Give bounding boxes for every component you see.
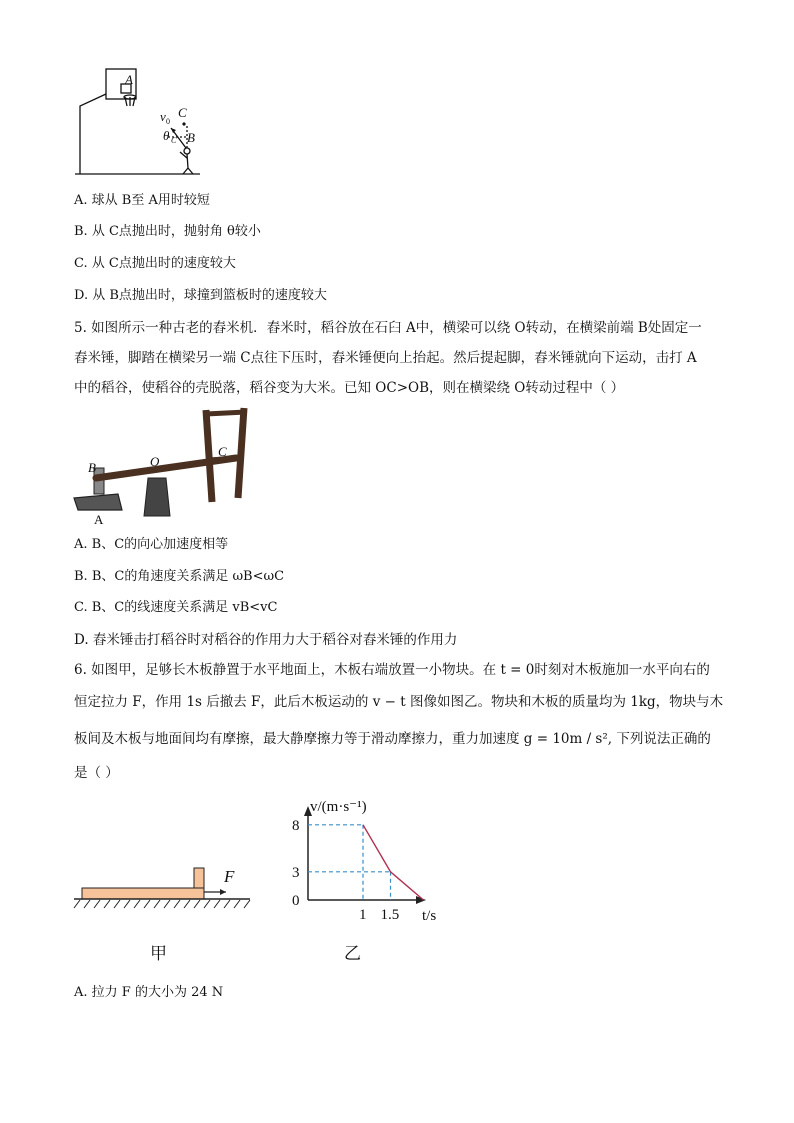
label-o: O	[150, 454, 160, 469]
frame-left-post	[206, 410, 212, 502]
label-theta-sub: C	[171, 136, 177, 145]
y-axis-label: v/(m·s⁻¹)	[310, 799, 367, 815]
series-line	[363, 825, 424, 900]
q5-option-c: C. B、C的线速度关系满足 vB<vC	[74, 600, 278, 615]
q5-option-a: A. B、C的向心加速度相等	[74, 537, 229, 552]
x-axis-label: t/s	[422, 908, 437, 924]
label-v0-sub: 0	[166, 117, 170, 126]
label-v0: v	[160, 109, 166, 124]
y-tick-label: 0	[292, 893, 300, 909]
basketball-figure	[70, 64, 220, 182]
caption-yi: 乙	[344, 944, 361, 964]
q4-option-c: C. 从 C点抛出时的速度较大	[74, 256, 236, 271]
rice-pounder-figure	[66, 406, 266, 528]
ball-b	[184, 148, 190, 154]
person	[180, 152, 193, 174]
pivot-o	[144, 478, 170, 516]
vt-chart	[278, 792, 450, 927]
q6-stem-line-3: 板间及木板与地面间均有摩擦，最大静摩擦力等于滑动摩擦力，重力加速度 g = 10m / s², 下列说法正确的	[74, 731, 711, 747]
label-theta: θ	[163, 128, 170, 143]
y-tick-label: 8	[292, 817, 300, 834]
frame-top-bar	[206, 412, 246, 414]
q5-option-b: B. B、C的角速度关系满足 ωB<ωC	[74, 569, 285, 584]
mortar-a	[74, 494, 122, 510]
q4-option-d: D. 从 B点抛出时，球撞到篮板时的速度较大	[74, 288, 327, 303]
label-b: B	[88, 460, 96, 475]
q5-stem-line-1: 5. 如图所示一种古老的舂米机．舂米时，稻谷放在石臼 A中，横梁可以绕 O转动，在横梁前端 B处固定一	[74, 320, 702, 336]
q6-stem-line-1: 6. 如图甲，足够长木板静置于水平地面上，木板右端放置一小物块。在 t = 0时刻对木板施加一水平向右的	[74, 662, 710, 678]
board-figure	[70, 862, 260, 912]
hoop-pole	[80, 94, 106, 174]
label-b: B	[187, 130, 195, 145]
caption-jia: 甲	[150, 944, 167, 964]
frame-right-post	[238, 408, 244, 498]
y-tick-label: 3	[292, 864, 300, 881]
q5-stem-line-2: 舂米锤，脚踏在横梁另一端 C点往下压时，舂米锤便向上抬起。然后提起脚，舂米锤就向下运动，击打 A	[74, 350, 697, 366]
block	[194, 868, 204, 888]
label-a: A	[125, 72, 133, 87]
q4-option-a: A. 球从 B至 A用时较短	[74, 193, 210, 208]
x-tick-label: 1	[359, 907, 367, 923]
x-tick-label: 1.5	[380, 907, 400, 923]
q6-stem-line-2: 恒定拉力 F，作用 1s 后撤去 F，此后木板运动的 v − t 图像如图乙。物块和木板的质量均为 1kg，物块与木	[74, 694, 724, 710]
q6-option-a: A. 拉力 F 的大小为 24 N	[74, 985, 224, 1000]
point-c	[182, 122, 185, 125]
force-label: F	[224, 867, 235, 886]
q6-stem-line-4: 是（ ）	[74, 765, 119, 781]
label-c: C	[218, 444, 227, 459]
label-a: A	[94, 512, 104, 527]
board	[82, 888, 204, 899]
q5-option-d: D. 舂米锤击打稻谷时对稻谷的作用力大于稻谷对舂米锤的作用力	[74, 632, 458, 648]
label-c: C	[178, 105, 187, 120]
q5-stem-line-3: 中的稻谷，使稻谷的壳脱落，稻谷变为大米。已知 OC>OB，则在横梁绕 O转动过程中（ ）	[74, 380, 625, 396]
q4-option-b: B. 从 C点抛出时，抛射角 θ较小	[74, 224, 261, 239]
